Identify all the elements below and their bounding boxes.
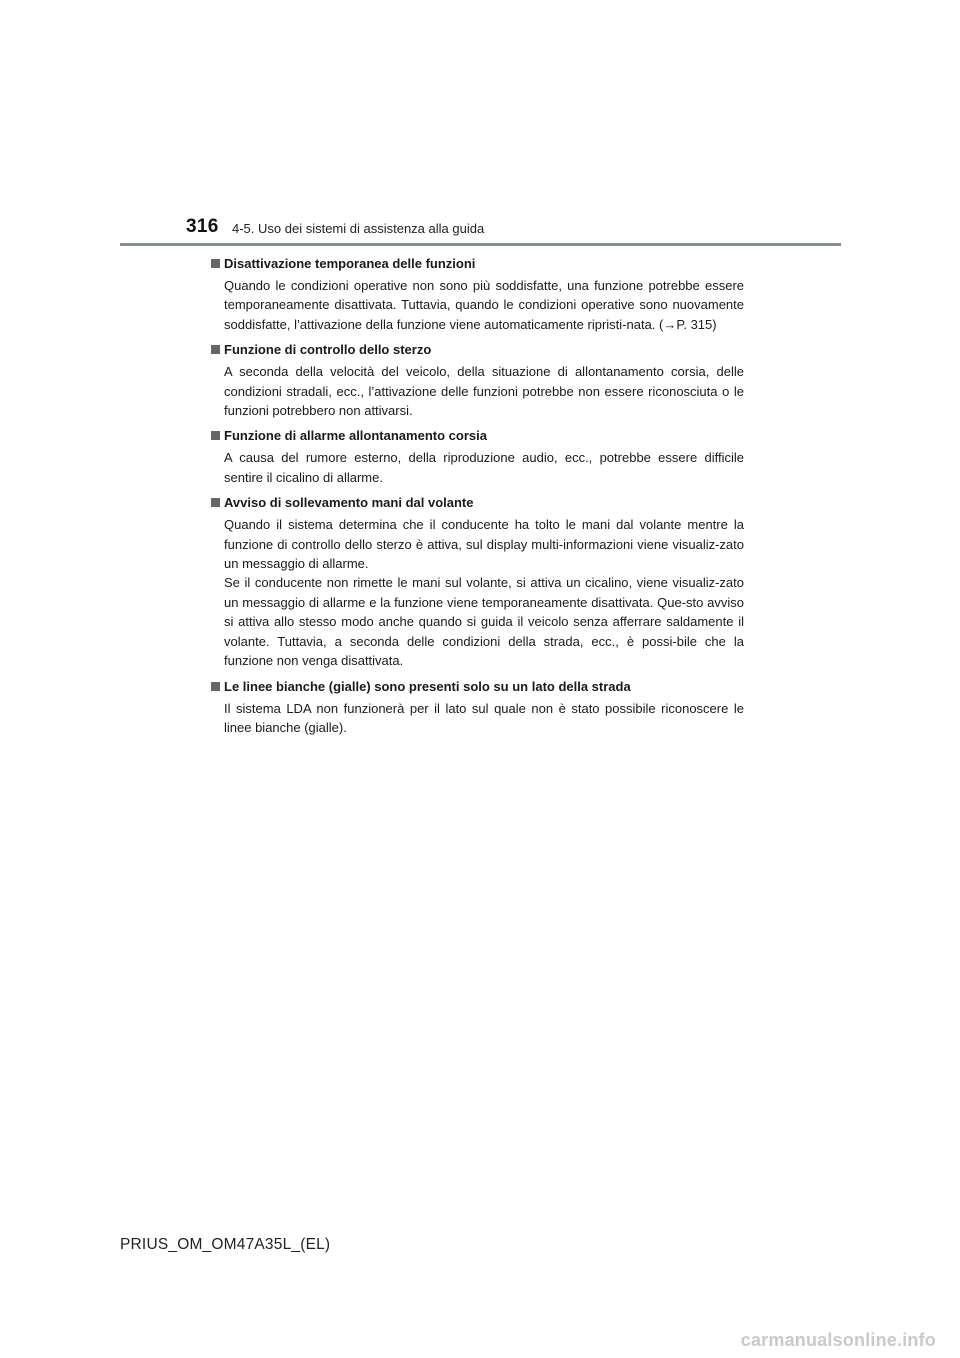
section-heading bbox=[210, 254, 744, 273]
square-bullet-icon bbox=[211, 259, 220, 268]
section-heading-text: Funzione di controllo dello sterzo bbox=[224, 342, 432, 358]
document-code: PRIUS_OM_OM47A35L_(EL) bbox=[120, 1236, 331, 1253]
watermark: carmanualsonline.info bbox=[740, 1330, 936, 1350]
section-heading-text: Avviso di sollevamento mani dal volante bbox=[224, 495, 474, 511]
section-heading bbox=[210, 340, 744, 359]
square-bullet-icon bbox=[211, 498, 220, 507]
section-title: 4-5. Uso dei sistemi di assistenza alla guida bbox=[232, 221, 485, 236]
section-heading bbox=[210, 677, 744, 696]
section-temporary-deactivation bbox=[210, 254, 744, 334]
section-heading bbox=[210, 426, 744, 445]
section-paragraph: A causa del rumore esterno, della riproduzione audio, ecc., potrebbe essere difficile sentire il cicalino di allarme. bbox=[224, 450, 744, 485]
section-heading-text: Le linee bianche (gialle) sono presenti solo su un lato della strada bbox=[224, 678, 631, 694]
section-paragraph: Se il conducente non rimette le mani sul volante, si attiva un cicalino, viene visualiz-zato un messaggio di allarme e la funzione viene temporaneamente disattivata. Que-sto avviso si attiva allo stesso modo anche quando si guida il veicolo senza afferrare saldamente il volante. Tuttavia, a seconda delle condizioni della strada, ecc., è possi-bile che la funzione non venga disattivata. bbox=[224, 575, 744, 669]
square-bullet-icon bbox=[211, 345, 220, 354]
page-number: 316 bbox=[186, 216, 219, 237]
square-bullet-icon bbox=[211, 431, 220, 440]
section-hands-off-warning bbox=[210, 493, 744, 670]
section-heading bbox=[210, 493, 744, 512]
section-paragraph: Quando il sistema determina che il conducente ha tolto le mani dal volante mentre la funzione di controllo dello sterzo è attiva, sul display multi-informazioni viene visualiz-zato un messaggio di allarme. bbox=[224, 517, 744, 572]
section-lane-departure-alert bbox=[210, 426, 744, 487]
page-content bbox=[210, 254, 744, 743]
section-paragraph: Il sistema LDA non funzionerà per il lato sul quale non è stato possibile riconoscere le linee bianche (gialle). bbox=[224, 700, 744, 735]
header-divider bbox=[120, 243, 841, 246]
section-one-side-lines bbox=[210, 677, 744, 738]
square-bullet-icon bbox=[211, 682, 220, 691]
section-heading-text: Funzione di allarme allontanamento corsia bbox=[224, 428, 487, 444]
section-paragraph: A seconda della velocità del veicolo, della situazione di allontanamento corsia, delle condizioni stradali, ecc., l’attivazione delle funzioni potrebbe non essere riconosciuta o le funzioni potrebbero non attivarsi. bbox=[224, 364, 744, 419]
section-paragraph: Quando le condizioni operative non sono più soddisfatte, una funzione potrebbe essere temporaneamente disattivata. Tuttavia, quando le condizioni operative sono nuovamente soddisfatte, l’attivazione della funzione viene automaticamente ripristi-nata. (→P. 315) bbox=[224, 278, 744, 332]
section-heading-text: Disattivazione temporanea delle funzioni bbox=[224, 256, 476, 271]
section-steering-control bbox=[210, 340, 744, 420]
